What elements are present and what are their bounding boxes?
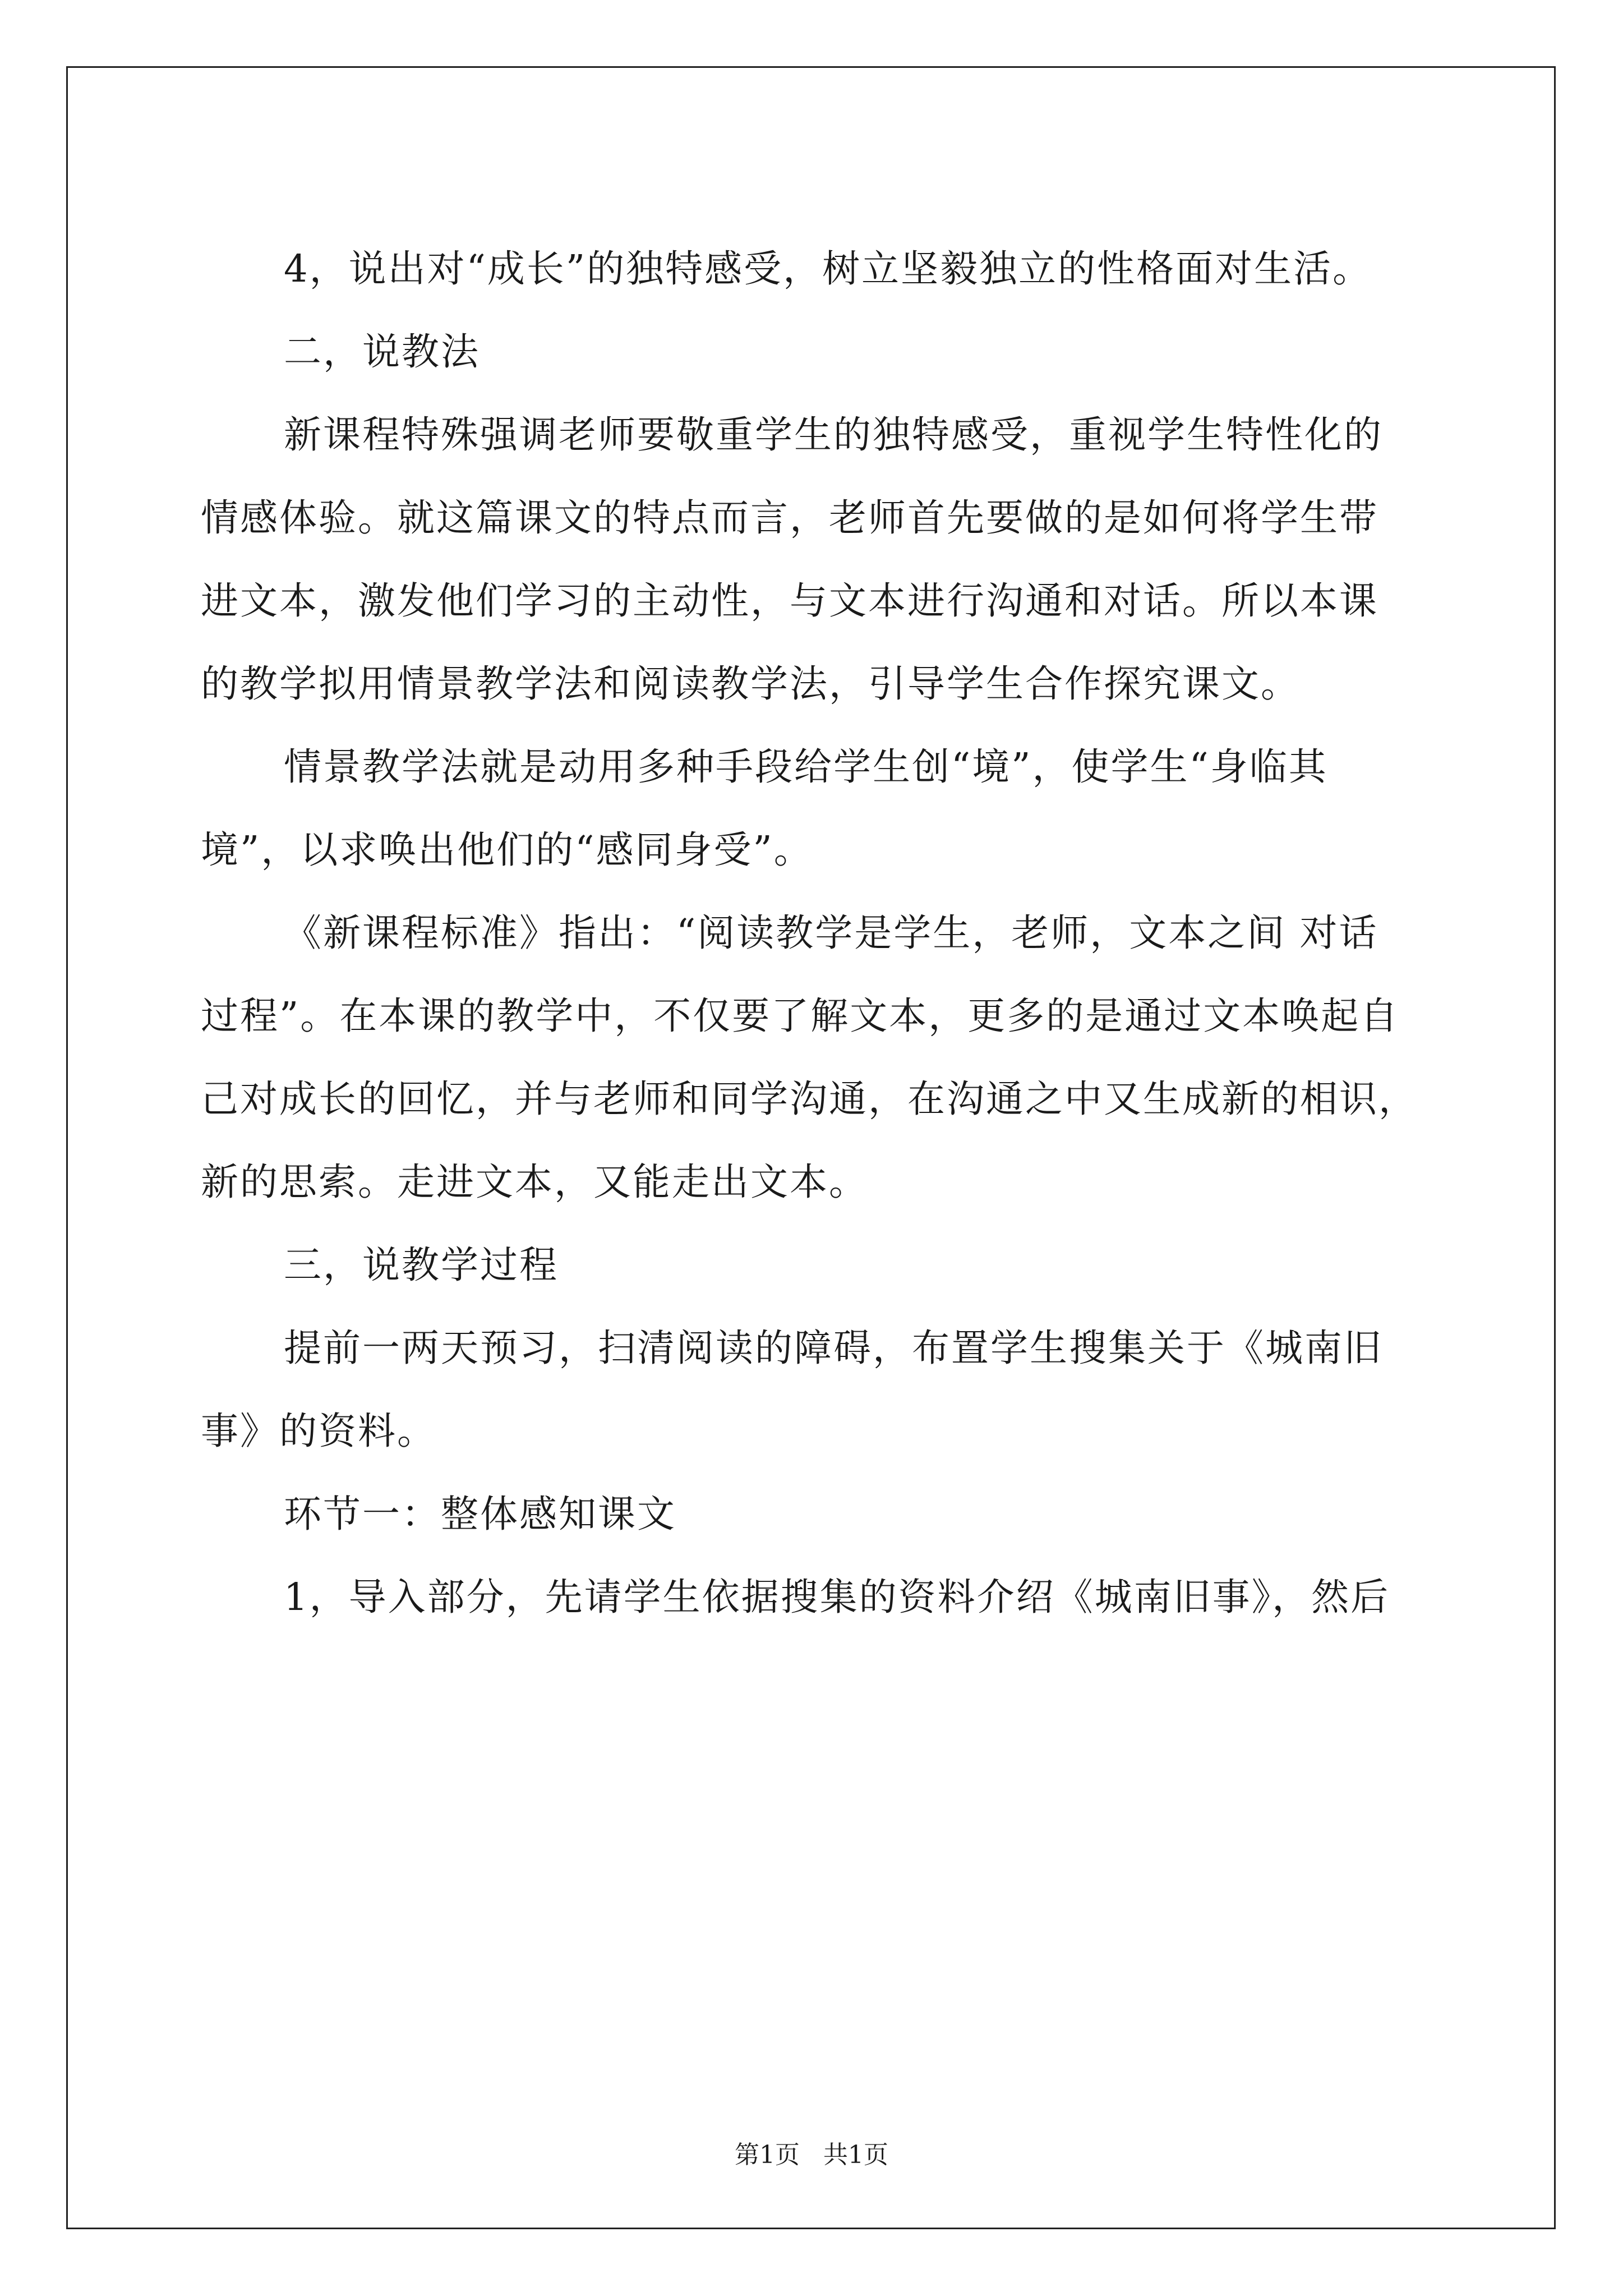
paragraph-line: 事》的资料。 [201,1409,436,1453]
heading-section-one: 环节一：整体感知课文 [284,1492,676,1536]
paragraph-line: 提前一两天预习，扫清阅读的障碍，布置学生搜集关于《城南旧 [284,1326,1383,1370]
paragraph-line: 境”，以求唤出他们的“感同身受”。 [201,828,813,872]
paragraph-line: 新课程特殊强调老师要敬重学生的独特感受，重视学生特性化的 [284,413,1383,457]
paragraph-line: 己对成长的回忆，并与老师和同学沟通，在沟通之中又生成新的相识， [201,1077,1418,1121]
paragraph-line: 的教学拟用情景教学法和阅读教学法，引导学生合作探究课文。 [201,662,1300,706]
paragraph-line: 进文本，激发他们学习的主动性，与文本进行沟通和对话。所以本课 [201,579,1378,623]
paragraph-line: 1，导入部分，先请学生依据搜集的资料介绍《城南旧事》，然后 [284,1575,1390,1619]
paragraph-goal-4: 4，说出对“成长”的独特感受，树立坚毅独立的性格面对生活。 [284,247,1372,291]
page-number-footer: 第1页 共1页 [735,2141,888,2169]
paragraph-line: 过程”。在本课的教学中，不仅要了解文本，更多的是通过文本唤起自 [201,994,1400,1038]
document-body [201,227,1423,1639]
heading-teaching-method: 二，说教法 [284,330,480,374]
paragraph-line: 新的思索。走进文本，又能走出文本。 [201,1160,868,1204]
paragraph-line: 情感体验。就这篇课文的特点而言，老师首先要做的是如何将学生带 [201,496,1378,540]
paragraph-line: 《新课程标准》指出：“阅读教学是学生，老师，文本之间 对话 [284,911,1378,955]
paragraph-line: 情景教学法就是动用多种手段给学生创“境”，使学生“身临其 [284,745,1328,789]
heading-teaching-process: 三，说教学过程 [284,1243,559,1287]
